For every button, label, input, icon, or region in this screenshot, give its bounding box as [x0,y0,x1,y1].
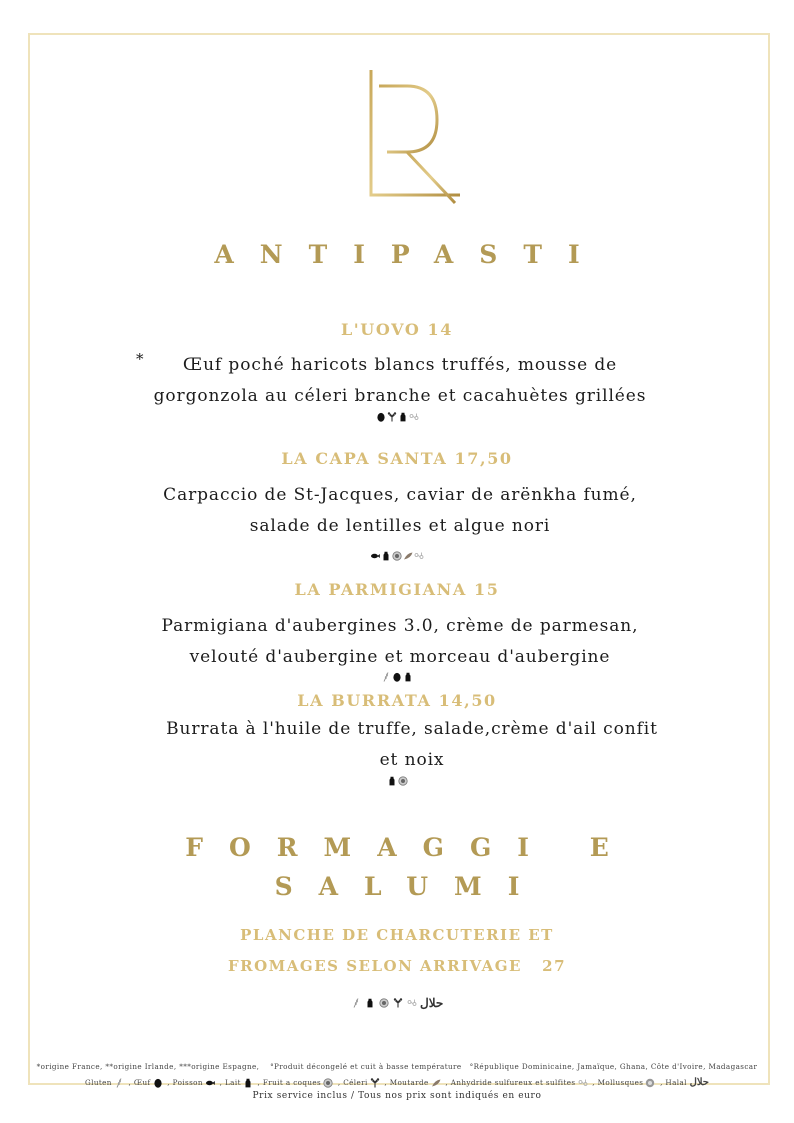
item-desc-capa-santa [100,480,700,542]
frozen-note: °Produit décongelé et cuit à basse température [270,1062,462,1071]
legend-fish: , Poisson [167,1078,203,1087]
section-title-formaggi: FORMAGGI E [185,833,635,862]
allergens-capa-santa [0,550,794,562]
desc-line: Carpaccio de St-Jacques, caviar de arënkha fumé, [163,485,637,505]
desc-line: velouté d'aubergine et morceau d'aubergine [189,647,611,667]
nuts-icon [398,776,408,786]
gluten-icon [114,1078,124,1088]
legend-celery: , Céleri [337,1078,368,1087]
allergens-planche [0,997,794,1010]
milk-icon [387,776,397,786]
legend-halal: , Halal [660,1078,687,1087]
allergens-luovo [0,411,794,423]
nuts-icon [323,1078,333,1088]
allergen-legend [30,1077,764,1088]
sulphites-icon [407,998,417,1008]
legend-egg: , Œuf [128,1078,151,1087]
desc-line: et noix [379,750,445,770]
nuts-icon [379,998,389,1008]
molluscs-icon [645,1078,655,1088]
halal-label: حلال [420,996,444,1010]
desc-line: Burrata à l'huile de truffe, salade,crème d'ail confit [166,719,658,739]
milk-icon [381,551,391,561]
republic-note: °République Dominicaine, Jamaïque, Ghana, Côte d'Ivoire, Madagascar [469,1062,758,1071]
sulphites-icon [414,551,424,561]
mustard-icon [403,551,413,561]
gluten-icon [351,998,361,1008]
item-title-parmigiana: LA PARMIGIANA 15 [294,580,500,599]
milk-icon [403,672,413,682]
nuts-icon [392,551,402,561]
section-title-antipasti: ANTIPASTI [214,240,606,269]
legend-sulphites: , Anhydride sulfureux et sulfites [445,1078,576,1087]
item-desc-parmigiana [100,611,700,673]
fish-icon [205,1078,215,1088]
celery-icon [387,412,397,422]
allergens-parmigiana [0,671,794,683]
legend-milk: , Lait [219,1078,241,1087]
sulphites-icon [578,1078,588,1088]
service-note: Prix service inclus / Tous nos prix sont indiqués en euro [252,1091,542,1101]
desc-line: salade de lentilles et algue nori [249,516,551,536]
legend-molluscs: , Mollusques [592,1078,644,1087]
gluten-icon [381,672,391,682]
milk-icon [365,998,375,1008]
milk-icon [398,412,408,422]
legend-nuts: , Fruit a coques [257,1078,322,1087]
planche-line: FROMAGES SELON ARRIVAGE 27 [227,957,566,975]
item-title-luovo: L'UOVO 14 [340,320,454,339]
fish-icon [370,551,380,561]
desc-line: Œuf poché haricots blancs truffés, mousse de [182,355,618,375]
section-title-salumi: SALUMI [274,872,546,901]
legend-gluten: Gluten [85,1078,112,1087]
planche-line: PLANCHE DE CHARCUTERIE ET [240,926,554,944]
egg-icon [153,1078,163,1088]
item-desc-luovo [100,350,700,412]
origin-footnote [30,1062,764,1071]
item-title-burrata: LA BURRATA 14,50 [297,691,497,710]
item-title-planche [0,920,794,982]
celery-icon [370,1078,380,1088]
desc-line: gorgonzola au céleri branche et cacahuètes grillées [153,386,647,406]
celery-icon [393,998,403,1008]
item-desc-burrata [112,714,712,776]
origin-marker: * [136,350,144,368]
milk-icon [243,1078,253,1088]
origins-note: *origine France, **origine Irlande, ***origine Espagne, [36,1062,260,1071]
desc-line: Parmigiana d'aubergines 3.0, crème de parmesan, [161,616,639,636]
halal-arabic-label: حلال [689,1077,709,1088]
lr-monogram-logo [345,60,465,210]
sulphites-icon [409,412,419,422]
mustard-icon [431,1078,441,1088]
egg-icon [376,412,386,422]
allergens-burrata [0,775,794,787]
egg-icon [392,672,402,682]
legend-mustard: , Moutarde [384,1078,429,1087]
item-title-capa-santa: LA CAPA SANTA 17,50 [281,449,513,468]
